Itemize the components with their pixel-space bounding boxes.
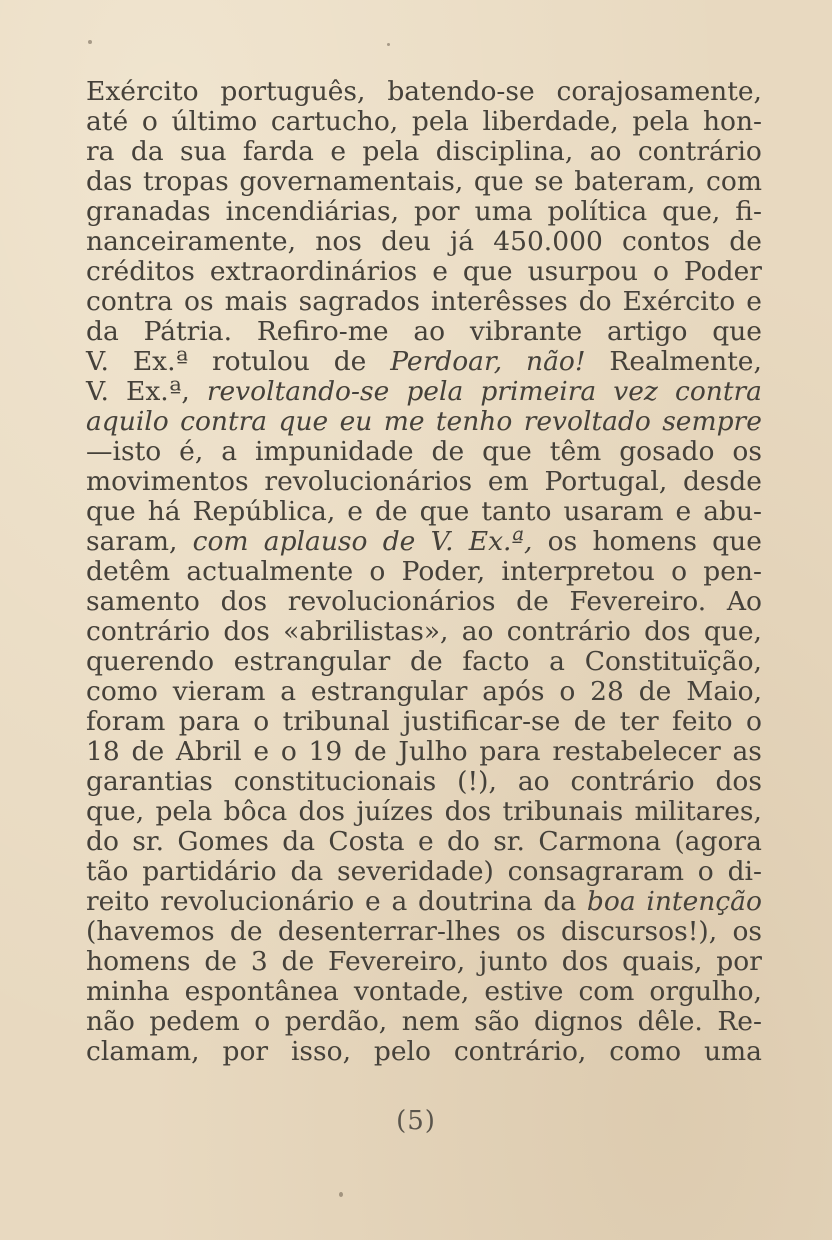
text-line [86,797,762,827]
word: actualmente [186,556,354,587]
text-line [86,347,762,377]
word: abu- [703,496,762,527]
word: detêm [86,556,171,587]
word: Gomes [177,826,269,857]
word: tribunal [282,706,390,737]
text-line [86,647,762,677]
word: de [354,736,387,767]
word: pedem [149,1006,240,1037]
word: nos [315,226,362,257]
word: interêsses [430,286,568,317]
word: que [278,406,329,437]
word: os [184,286,214,317]
text-line [86,107,762,137]
word: pela [411,106,469,137]
word: dos [561,946,609,977]
word: Abril [175,736,242,767]
word: sagrados [298,286,420,317]
word: primeira [480,376,597,407]
word: Ex.ª, [468,526,533,557]
text-line [86,437,762,467]
word: português, [220,76,366,107]
word: farda [242,136,314,167]
word: 450.000 [493,226,603,257]
word: o [254,1006,271,1037]
word: contrário [637,136,762,167]
word: tenho [435,406,513,437]
word: com [192,526,249,557]
word: nem [401,1006,460,1037]
ink-speck [339,1192,343,1197]
word: o [697,856,714,887]
page-number: (5) [396,1106,436,1136]
word: Constituïção, [584,646,762,677]
word: o [369,556,386,587]
word: ao [461,616,494,647]
word: os [732,436,762,467]
word: granadas [86,196,211,227]
word: de [431,436,465,467]
word: Portugal, [544,466,668,497]
word: foram [86,706,166,737]
word: do [578,286,612,317]
word: revolucionário [160,886,355,917]
word: pela [155,796,213,827]
word: di- [727,856,762,887]
word: Fevereiro, [328,946,466,977]
word: Realmente, [609,346,762,377]
word: de [281,946,315,977]
text-line [86,497,762,527]
text-line [86,917,762,947]
word: uma [474,196,533,227]
text-line [86,767,762,797]
word: governamentais, [239,166,464,197]
word: constitucionais [233,766,437,797]
text-line [86,527,762,557]
word: ra [86,136,115,167]
word: aplauso [263,526,368,557]
word: dos [298,796,346,827]
ink-speck [387,43,390,46]
word: revolucionários [264,466,473,497]
word: —isto [86,436,162,467]
word: homens [592,526,697,557]
word: Exército [86,76,199,107]
text-line [86,467,762,497]
word: e [253,736,270,767]
word: aquilo [86,406,169,437]
word: estrangular [310,676,468,707]
word: 28 [590,676,624,707]
word: contra [86,286,173,317]
word: da [282,826,315,857]
text-line [86,377,762,407]
word: hon- [702,106,762,137]
word: «abrilistas», [283,616,449,647]
word: das [86,166,133,197]
word: 3 [250,946,268,977]
word: há [147,496,181,527]
word: pela [406,376,464,407]
text-line [86,977,762,1007]
word: que [419,496,470,527]
word: corajosamente, [556,76,762,107]
word: bôca [223,796,288,827]
word: ter [619,706,659,737]
word: de [204,946,237,977]
word: que [712,526,762,557]
word: V. [430,526,454,557]
word: tanto [481,496,552,527]
word: (havemos [86,916,215,947]
word: espontânea [184,976,339,1007]
word: tribunais [502,796,624,827]
word: da [290,856,324,887]
word: garantias [86,766,213,797]
word: vontade, [353,976,470,1007]
word: Ex.ª, [126,376,190,407]
word: dos [644,616,691,647]
word: eu [339,406,373,437]
word: para [178,706,240,737]
word: Ex.ª [132,346,189,377]
word: (agora [674,826,762,857]
word: em [487,466,529,497]
word: impunidade [254,436,414,467]
word: extraordinários [209,256,418,287]
text-line [86,167,762,197]
word: discursos!), [560,916,718,947]
word: que, [662,196,721,227]
word: uma [703,1036,762,1067]
text-line [86,137,762,167]
word: que [86,496,136,527]
word: contrário [506,616,631,647]
word: contrário [86,616,211,647]
text-line [86,197,762,227]
word: e [347,496,363,527]
word: cartucho, [270,106,399,137]
word: minha [86,976,170,1007]
text-line [86,1007,762,1037]
word: não [86,1006,135,1037]
word: vez [613,376,658,407]
word: sr. [493,826,525,857]
word: são [474,1006,520,1037]
word: desde [683,466,762,497]
word: o [559,676,576,707]
word: Costa [328,826,405,857]
word: V. [86,346,109,377]
word: dos [220,586,268,617]
word: e [365,886,381,917]
word: Perdoar, [390,346,503,377]
body-text [86,77,762,1067]
word: de [131,736,165,767]
word: fi- [735,196,762,227]
word: consagraram [507,856,684,887]
word: revoltando-se [206,376,390,407]
word: da [543,886,577,917]
text-line [86,677,762,707]
word: liberdade, [482,106,619,137]
word: revoltado [523,406,651,437]
word: juízes [356,796,434,827]
word: contrário [570,766,695,797]
word: artigo [606,316,688,347]
word: e [746,286,762,317]
word: Julho [398,736,468,767]
word: dignos [534,1006,624,1037]
word: boa [586,886,636,917]
word: se [534,166,564,197]
word: até [86,106,129,137]
word: que [712,316,762,347]
word: homens [86,946,191,977]
word: saram, [86,526,178,557]
word: nanceiramente, [86,226,297,257]
word: junto [478,946,548,977]
word: de [382,526,416,557]
word: vieram [172,676,266,707]
word: sr. [132,826,165,857]
word: Maio, [686,676,762,707]
word: usurpou [527,256,638,287]
word: usaram [563,496,664,527]
word: e [675,496,692,527]
word: após [482,676,545,707]
word: pela [632,106,690,137]
text-line [86,857,762,887]
word: estrangular [233,646,391,677]
word: de [374,496,408,527]
text-line [86,827,762,857]
word: pela [362,136,420,167]
word: de [229,916,263,947]
text-line [86,257,762,287]
word: vibrante [469,316,583,347]
word: do [446,826,480,857]
word: com [578,976,635,1007]
text-line [86,1037,762,1067]
word: revolucionários [287,586,496,617]
text-line [86,707,762,737]
text-line [86,287,762,317]
word: de [573,706,607,737]
word: me [383,406,425,437]
word: Poder, [401,556,486,587]
text-line [86,947,762,977]
word: doutrina [418,886,533,917]
word: incendiárias, [225,196,399,227]
word: Poder [683,256,762,287]
word: Re- [717,1006,762,1037]
word: Fevereiro. [569,586,707,617]
word: Ao [726,586,762,617]
word: têm [549,436,602,467]
word: quais, [622,946,703,977]
word: dos [223,616,270,647]
word: como [86,676,158,707]
word: feito [672,706,733,737]
word: os [732,916,762,947]
word: reito [86,886,150,917]
word: Pátria. [143,316,233,347]
word: que, [703,616,762,647]
word: que [473,166,524,197]
word: sempre [662,406,762,437]
word: o [745,706,762,737]
word: samento [86,586,200,617]
word: 19 [308,736,343,767]
text-line [86,317,762,347]
word: contrário, [453,1036,587,1067]
word: isso, [290,1036,352,1067]
word: V. [86,376,109,407]
word: contra [674,376,762,407]
word: créditos [86,256,195,287]
word: que, [86,796,145,827]
text-line [86,617,762,647]
word: já [450,226,475,257]
text-line [86,887,762,917]
word: por [413,196,460,227]
word: Carmona [538,826,662,857]
word: o [141,106,158,137]
word: da [86,316,119,347]
word: interpretou [501,556,655,587]
word: dos [444,796,492,827]
word: República, [192,496,336,527]
word: contos [622,226,711,257]
word: restabelecer [552,736,721,767]
word: por [716,946,762,977]
word: de [638,676,672,707]
word: clamam, [86,1036,200,1067]
text-line [86,737,762,767]
word: orgulho, [649,976,762,1007]
word: como [609,1036,682,1067]
word: contra [180,406,268,437]
word: e [432,256,448,287]
word: dos [715,766,762,797]
word: justificar-se [403,706,561,737]
word: tão [86,856,129,887]
word: deu [381,226,431,257]
text-line [86,587,762,617]
word: partidário [142,856,277,887]
word: de [409,646,443,677]
word: da [130,136,164,167]
word: a [391,886,408,917]
word: o [652,256,669,287]
word: os [547,526,578,557]
word: dêle. [637,1006,703,1037]
word: mais [224,286,288,317]
word: estive [484,976,564,1007]
text-line [86,557,762,587]
word: severidade) [337,856,494,887]
word: com [706,166,762,197]
word: para [479,736,541,767]
word: desenterrar-lhes [277,916,501,947]
word: do [86,826,119,857]
word: e [417,826,434,857]
word: rotulou [212,346,310,377]
word: gosado [619,436,715,467]
text-line [86,77,762,107]
word: a [280,676,297,707]
word: último [171,106,258,137]
text-line [86,227,762,257]
word: de [333,346,367,377]
word: de [729,226,762,257]
word: ao [589,136,622,167]
word: batendo-se [387,76,535,107]
word: o [280,736,297,767]
word: que [482,436,532,467]
word: as [732,736,762,767]
word: (!), [457,766,497,797]
word: militares, [634,796,762,827]
word: pelo [373,1036,431,1067]
word: ao [517,766,550,797]
word: que [462,256,513,287]
word: o [671,556,688,587]
word: pen- [703,556,762,587]
word: é, [179,436,204,467]
word: sua [180,136,227,167]
word: e [330,136,346,167]
word: querendo [86,646,215,677]
word: Exército [622,286,736,317]
ink-speck [88,40,92,44]
word: movimentos [86,466,249,497]
text-line [86,407,762,437]
word: disciplina, [435,136,574,167]
word: não! [526,346,586,377]
word: o [253,706,270,737]
word: os [516,916,546,947]
word: ao [413,316,446,347]
word: 18 [86,736,120,767]
word: política [547,196,648,227]
word: facto [462,646,530,677]
word: perdão, [284,1006,388,1037]
word: a [221,436,238,467]
word: bateram, [574,166,696,197]
word: a [549,646,565,677]
word: de [516,586,549,617]
word: por [222,1036,269,1067]
word: intenção [646,886,762,917]
word: Refiro-me [256,316,389,347]
word: tropas [143,166,229,197]
